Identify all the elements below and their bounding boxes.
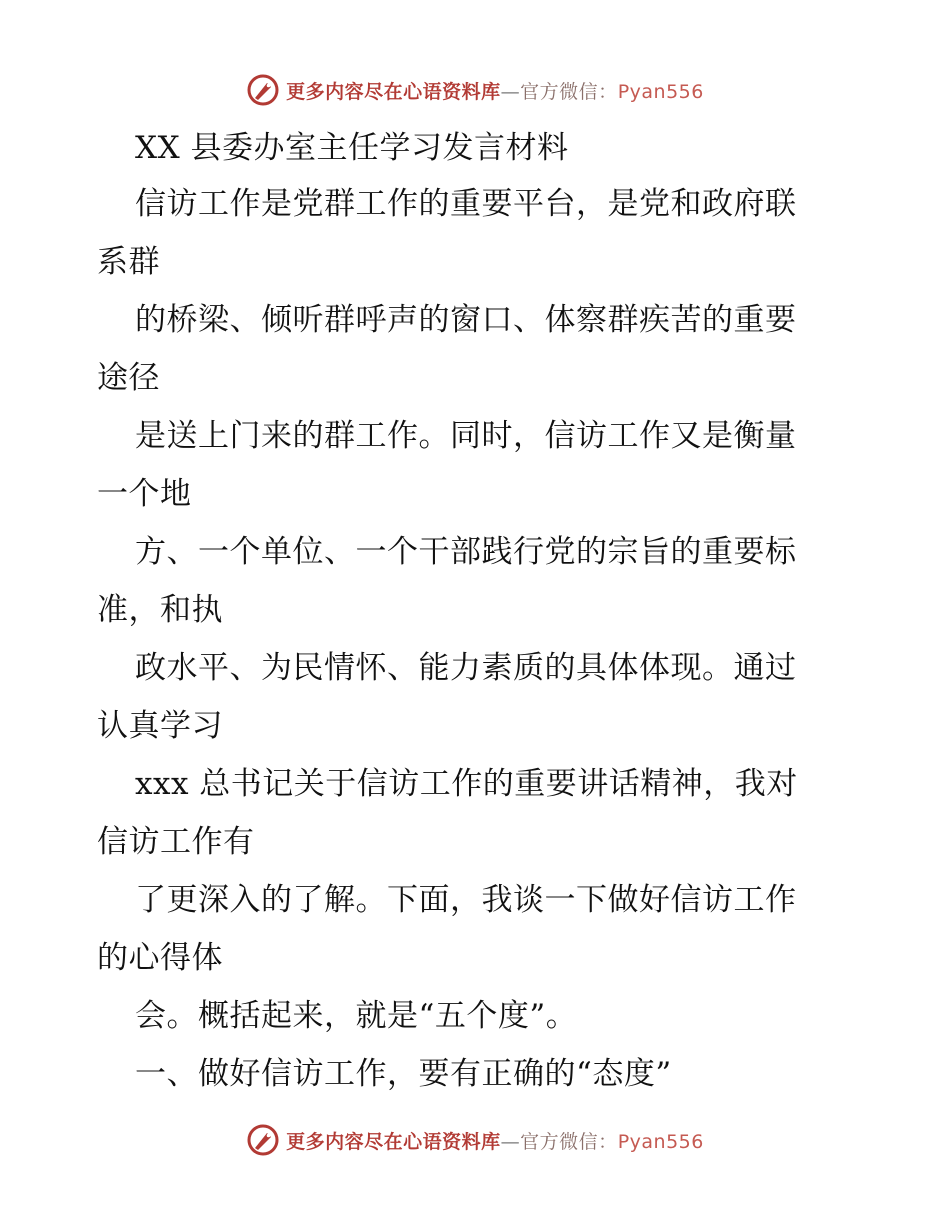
paragraph-line: 方、一个单位、一个干部践行党的宗旨的重要标: [135, 534, 797, 570]
banner-dash: —: [500, 80, 521, 103]
paragraph-line: 一个地: [97, 476, 192, 512]
paragraph-line: 信访工作是党群工作的重要平台，是党和政府联: [135, 186, 797, 222]
paragraph-line: 的心得体: [97, 940, 223, 976]
pen-nib-logo-icon: [246, 73, 280, 107]
paragraph-line: 会。概括起来，就是“五个度”。: [135, 998, 578, 1034]
banner-dash: —: [500, 1130, 521, 1153]
paragraph-line: 途径: [97, 360, 160, 396]
banner-wechat-id: Pyan556: [617, 1130, 704, 1153]
paragraph-line: 政水平、为民情怀、能力素质的具体体现。通过: [135, 650, 797, 686]
paragraph-line: 的桥梁、倾听群呼声的窗口、体察群疾苦的重要: [135, 302, 797, 338]
header-banner: [0, 68, 950, 112]
banner-wechat-label: 官方微信：: [520, 80, 618, 103]
paragraph-line: 认真学习: [97, 708, 223, 744]
paragraph-line: 了更深入的了解。下面，我谈一下做好信访工作: [135, 882, 797, 918]
section-heading: 一、做好信访工作，要有正确的“态度”: [135, 1056, 672, 1092]
banner-text: [286, 1127, 704, 1154]
paragraph-line: 信访工作有: [97, 824, 255, 860]
banner-text: [286, 77, 704, 104]
paragraph-line: 是送上门来的群工作。同时，信访工作又是衡量: [135, 418, 797, 454]
paragraph-line: 准，和执: [97, 592, 223, 628]
banner-lead: 更多内容尽在心语资料库: [286, 1130, 501, 1153]
paragraph-line: xxx 总书记关于信访工作的重要讲话精神，我对: [135, 766, 798, 802]
paragraph-line: 系群: [97, 244, 160, 280]
banner-lead: 更多内容尽在心语资料库: [286, 80, 501, 103]
pen-nib-logo-icon: [246, 1123, 280, 1157]
footer-banner: [0, 1118, 950, 1162]
document-title: XX 县委办室主任学习发言材料: [135, 130, 569, 166]
banner-wechat-label: 官方微信：: [520, 1130, 618, 1153]
banner-wechat-id: Pyan556: [617, 80, 704, 103]
